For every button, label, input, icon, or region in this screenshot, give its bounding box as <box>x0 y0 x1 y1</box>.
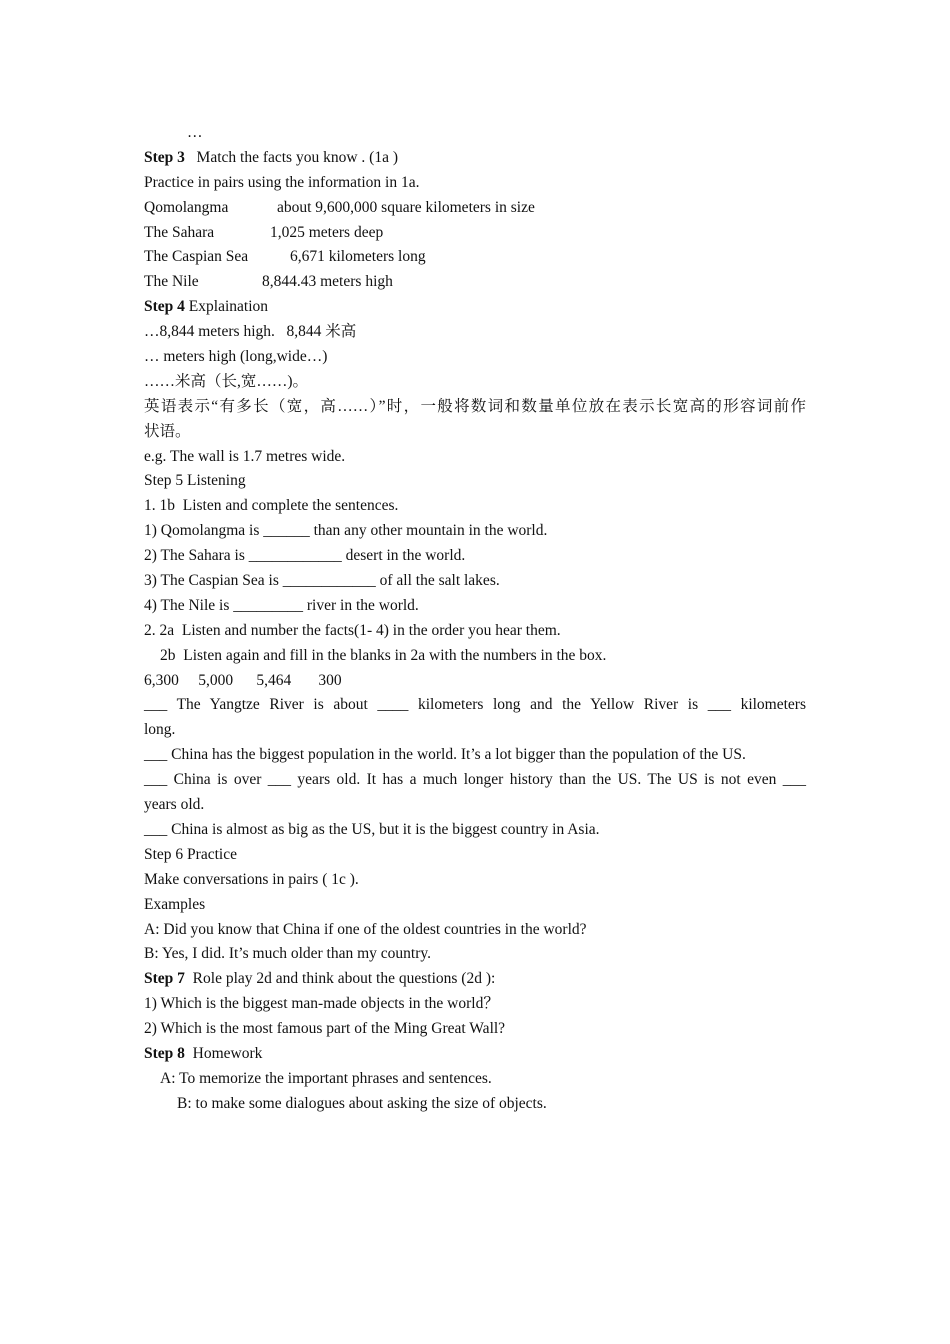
listening-task-2b: 2b Listen again and fill in the blanks in 2a with the numbers in the box. <box>160 646 607 664</box>
step7-text: Role play 2d and think about the questions (2d ): <box>184 970 496 988</box>
fact-name: Qomolangma <box>144 198 229 216</box>
fact-blank-4: ___ China is almost as big as the US, but it is the biggest country in Asia. <box>144 820 600 838</box>
explanation-line-2: … meters high (long,wide…) <box>144 348 328 366</box>
homework-a: A: To memorize the important phrases and sentences. <box>160 1069 492 1087</box>
fact-name: The Sahara <box>144 223 215 241</box>
fact-value: 6,671 kilometers long <box>290 248 426 266</box>
fact-blank-3: ___ China is over ___ years old. It has a much longer history than the US. The US is not even ___ <box>144 771 806 789</box>
explanation-line-4: 英语表示“有多长（宽，高……）”时，一般将数词和数量单位放在表示长宽高的形容词前作 <box>144 397 806 415</box>
step7-heading <box>144 967 806 992</box>
fact-blank-1: ___ The Yangtze River is about ____ kilometers long and the Yellow River is ___ kilometers <box>144 696 806 714</box>
step4-heading <box>144 295 806 320</box>
fact-blank-3-cont: years old. <box>144 796 205 814</box>
fact-row <box>144 245 806 270</box>
step5-heading: Step 5 Listening <box>144 472 246 490</box>
question-1: 1) Which is the biggest man-made objects in the world？ <box>144 995 499 1013</box>
explanation-line-5: 状语。 <box>144 422 191 440</box>
example-line: e.g. The wall is 1.7 metres wide. <box>144 447 346 465</box>
step3-heading <box>144 146 806 171</box>
number-box: 6,300 5,000 5,464 300 <box>144 671 342 689</box>
fact-row <box>144 196 806 221</box>
dialogue-b: B: Yes, I did. It’s much older than my country. <box>144 945 432 963</box>
dialogue-a: A: Did you know that China if one of the oldest countries in the world? <box>144 920 587 938</box>
step3-text: Match the facts you know . (1a ) <box>184 148 398 166</box>
fact-value: 1,025 meters deep <box>270 223 384 241</box>
conversation-instruction: Make conversations in pairs ( 1c ). <box>144 870 359 888</box>
step4-text: Explaination <box>184 298 268 316</box>
fact-blank-2: ___ China has the biggest population in the world. It’s a lot bigger than the population of the US. <box>144 746 746 764</box>
sentence-1: 1) Qomolangma is ______ than any other mountain in the world. <box>144 522 548 540</box>
sentence-3: 3) The Caspian Sea is ____________ of all the salt lakes. <box>144 572 500 590</box>
sentence-4: 4) The Nile is _________ river in the world. <box>144 596 419 614</box>
listening-task-2: 2. 2a Listen and number the facts(1- 4) in the order you hear them. <box>144 621 561 639</box>
explanation-line-3: ……米高（长,宽……)。 <box>144 372 309 390</box>
explanation-line-1: …8,844 meters high. 8,844 米高 <box>144 323 357 341</box>
practice-pairs-line: Practice in pairs using the information in 1a. <box>144 173 420 191</box>
fact-blank-1-cont: long. <box>144 721 176 739</box>
fact-value: about 9,600,000 square kilometers in size <box>277 198 535 216</box>
step4-label: Step 4 <box>144 298 185 316</box>
sentence-2: 2) The Sahara is ____________ desert in the world. <box>144 547 466 565</box>
examples-label: Examples <box>144 895 206 913</box>
ellipsis-line <box>144 121 806 146</box>
step8-heading <box>144 1042 806 1067</box>
fact-name: The Nile <box>144 273 199 291</box>
homework-b: B: to make some dialogues about asking the size of objects. <box>177 1094 547 1112</box>
question-2: 2) Which is the most famous part of the Ming Great Wall? <box>144 1020 506 1038</box>
step3-label: Step 3 <box>144 148 185 166</box>
fact-name: The Caspian Sea <box>144 248 249 266</box>
fact-row <box>144 270 806 295</box>
step6-heading: Step 6 Practice <box>144 845 237 863</box>
step8-text: Homework <box>184 1044 263 1062</box>
listening-task-1: 1. 1b Listen and complete the sentences. <box>144 497 399 515</box>
document-page <box>144 121 806 1117</box>
ellipsis-text: … <box>187 124 203 141</box>
step7-label: Step 7 <box>144 970 185 988</box>
step8-label: Step 8 <box>144 1044 185 1062</box>
fact-value: 8,844.43 meters high <box>262 273 393 291</box>
fact-row <box>144 221 806 246</box>
